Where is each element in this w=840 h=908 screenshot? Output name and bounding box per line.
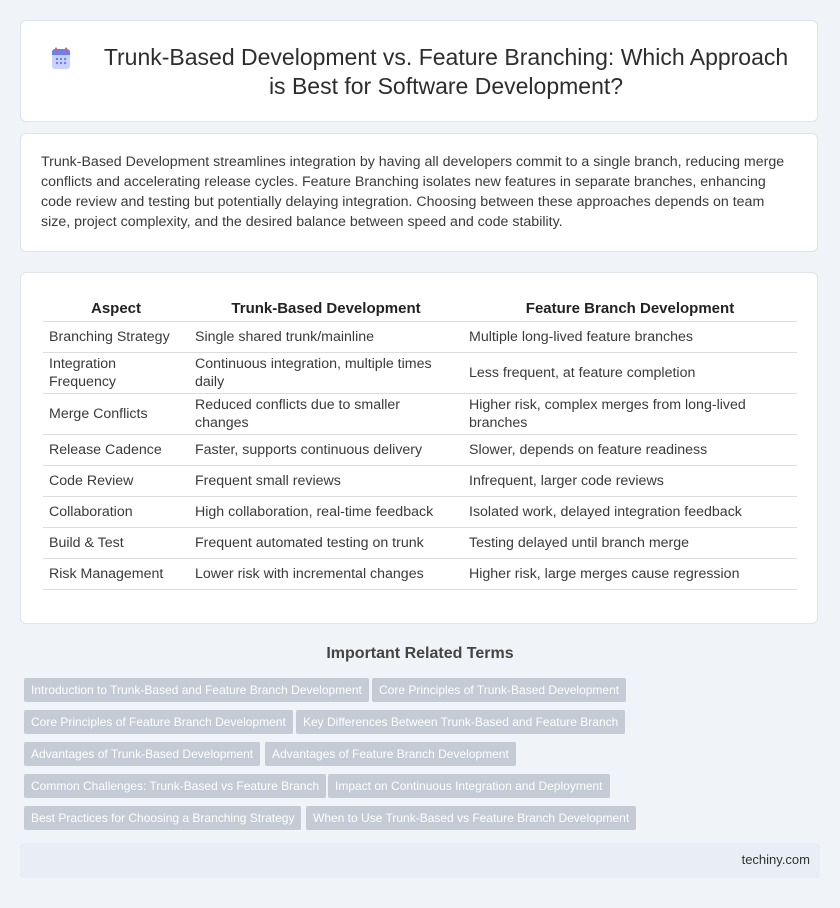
table-row — [43, 435, 797, 466]
related-term-link[interactable]: Advantages of Trunk-Based Development — [24, 742, 260, 766]
cell-trunk: Continuous integration, multiple times daily — [189, 353, 463, 394]
cell-aspect: Merge Conflicts — [43, 394, 189, 435]
cell-aspect: Collaboration — [43, 497, 189, 528]
cell-trunk: Reduced conflicts due to smaller changes — [189, 394, 463, 435]
related-term-link[interactable]: Common Challenges: Trunk-Based vs Feature Branch — [24, 774, 326, 798]
related-term-link[interactable]: Key Differences Between Trunk-Based and Feature Branch — [296, 710, 625, 734]
cell-aspect: Integration Frequency — [43, 353, 189, 394]
cell-aspect: Branching Strategy — [43, 322, 189, 353]
table-row — [43, 394, 797, 435]
cell-trunk: Frequent automated testing on trunk — [189, 528, 463, 559]
table-row — [43, 353, 797, 394]
related-term-link[interactable]: When to Use Trunk-Based vs Feature Branch Development — [306, 806, 636, 830]
cell-trunk: Faster, supports continuous delivery — [189, 435, 463, 466]
header-trunk-based: Trunk-Based Development — [231, 299, 421, 317]
cell-aspect: Build & Test — [43, 528, 189, 559]
cell-feature: Slower, depends on feature readiness — [463, 435, 797, 466]
related-term-link[interactable]: Core Principles of Trunk-Based Development — [372, 678, 626, 702]
table-header-row — [43, 295, 797, 322]
comparison-table — [43, 295, 797, 590]
cell-aspect: Release Cadence — [43, 435, 189, 466]
cell-feature: Testing delayed until branch merge — [463, 528, 797, 559]
comparison-card — [20, 272, 818, 624]
cell-aspect: Risk Management — [43, 559, 189, 590]
cell-feature: Infrequent, larger code reviews — [463, 466, 797, 497]
header-aspect: Aspect — [90, 299, 142, 317]
footer-site-link[interactable]: techiny.com — [741, 852, 810, 867]
intro-card — [20, 133, 818, 252]
related-terms-heading: Important Related Terms — [326, 645, 514, 662]
cell-feature: Multiple long-lived feature branches — [463, 322, 797, 353]
related-term-link[interactable]: Impact on Continuous Integration and Deployment — [328, 774, 610, 798]
document-icon — [49, 47, 73, 71]
table-row — [43, 528, 797, 559]
cell-feature: Higher risk, complex merges from long-lived branches — [463, 394, 797, 435]
title-card — [20, 20, 818, 122]
intro-paragraph: Trunk-Based Development streamlines integration by having all developers commit to a single branch, reducing merge conflicts and accelerating release cycles. Feature Branching isolates new features in separate branches, enhancing code review and testing but potentially delaying integration. Choosing between these approaches depends on team size, project complexity, and the desired balance between speed and code stability. — [41, 154, 785, 230]
cell-trunk: Frequent small reviews — [189, 466, 463, 497]
cell-trunk: Lower risk with incremental changes — [189, 559, 463, 590]
cell-trunk: High collaboration, real-time feedback — [189, 497, 463, 528]
related-term-link[interactable]: Advantages of Feature Branch Development — [265, 742, 516, 766]
cell-feature: Less frequent, at feature completion — [463, 353, 797, 394]
table-row — [43, 559, 797, 590]
cell-feature: Higher risk, large merges cause regression — [463, 559, 797, 590]
table-row — [43, 466, 797, 497]
table-row — [43, 497, 797, 528]
cell-feature: Isolated work, delayed integration feedback — [463, 497, 797, 528]
page-title: Trunk-Based Development vs. Feature Branching: Which Approach is Best for Software Development? — [103, 44, 789, 99]
cell-aspect: Code Review — [43, 466, 189, 497]
related-term-link[interactable]: Core Principles of Feature Branch Development — [24, 710, 293, 734]
related-term-link[interactable]: Introduction to Trunk-Based and Feature Branch Development — [24, 678, 369, 702]
related-term-link[interactable]: Best Practices for Choosing a Branching Strategy — [24, 806, 301, 830]
cell-trunk: Single shared trunk/mainline — [189, 322, 463, 353]
table-row — [43, 322, 797, 353]
header-feature-branch: Feature Branch Development — [525, 299, 735, 317]
footer-bar — [20, 843, 820, 878]
